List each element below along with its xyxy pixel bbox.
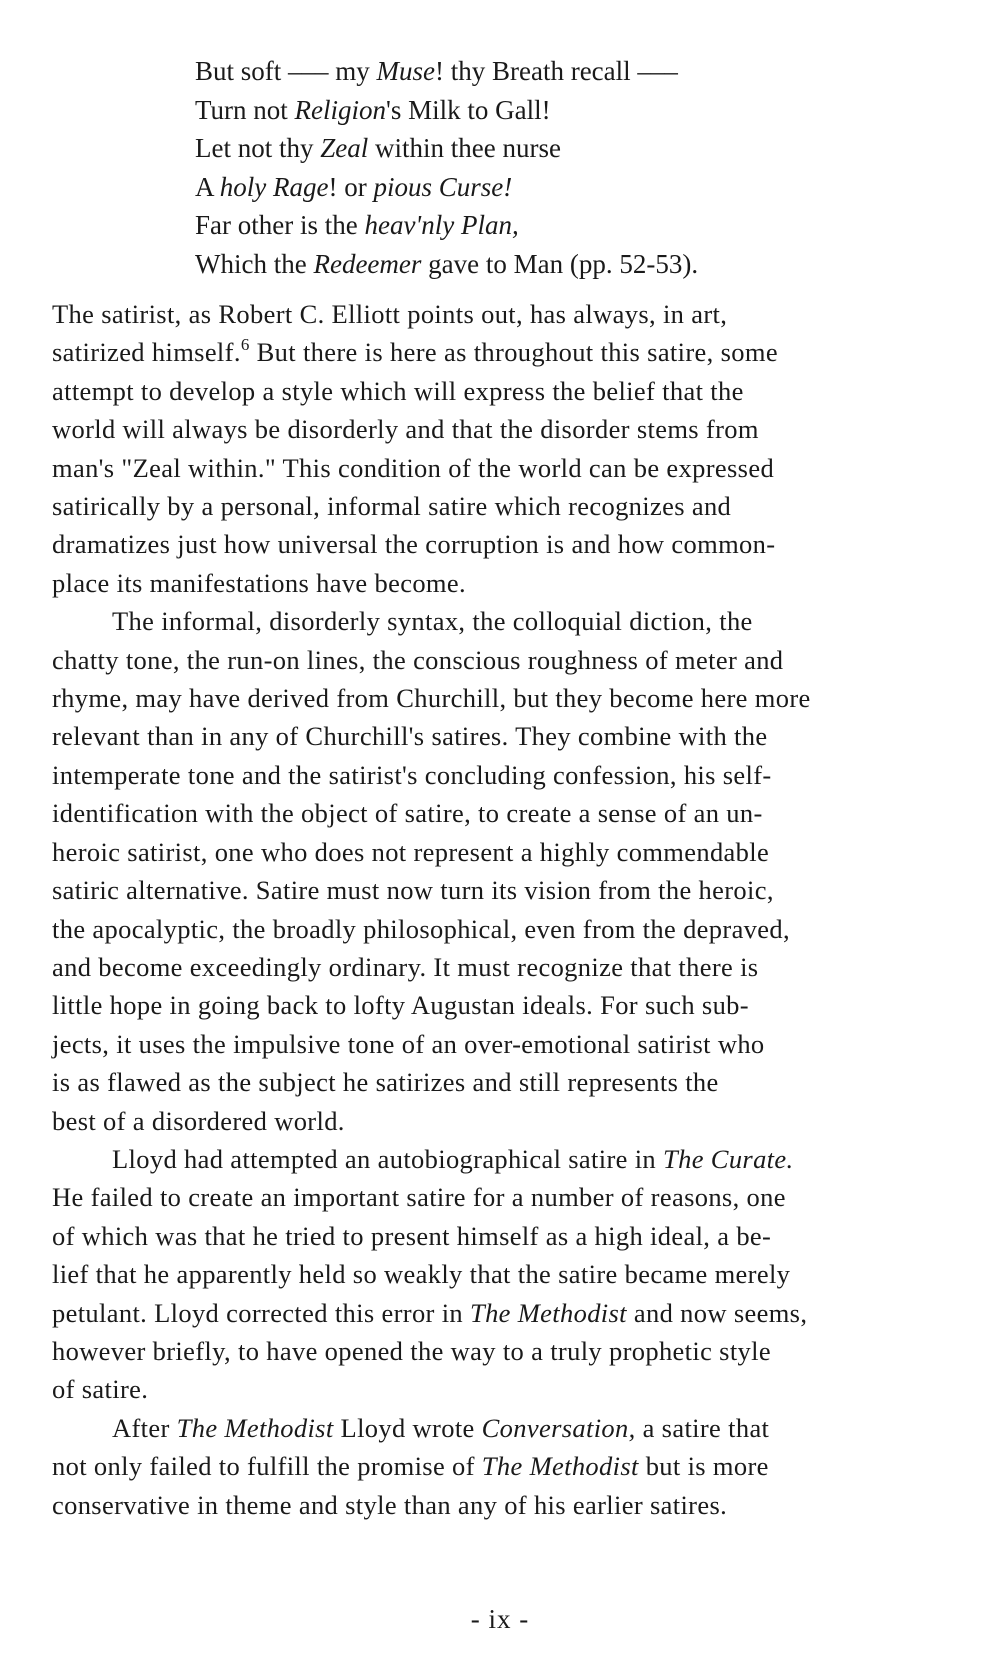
text-line — [52, 986, 987, 1024]
text-run: Far other is the — [195, 210, 365, 240]
footnote-reference: 6 — [240, 335, 250, 355]
text-line — [52, 641, 987, 679]
text-run: and now seems, — [626, 1297, 808, 1328]
text-run: world will always be disorderly and that the disorder stems from — [52, 414, 759, 445]
text-run: dramatizes just how universal the corruption is and how common- — [52, 529, 776, 560]
text-line — [52, 1102, 987, 1140]
verse-line — [195, 168, 698, 207]
text-run: best of a disordered world. — [52, 1105, 345, 1136]
text-line — [52, 525, 987, 563]
text-run: relevant than in any of Churchill's satires. They combine with the — [52, 721, 768, 752]
text-line — [52, 1217, 987, 1255]
text-run: of satire. — [52, 1374, 149, 1405]
paragraph — [52, 602, 987, 1140]
italic-text: Zeal — [320, 133, 369, 163]
italic-text: holy Rage — [219, 171, 329, 202]
text-line — [52, 717, 987, 755]
text-line — [52, 1025, 987, 1063]
text-line — [52, 948, 987, 986]
text-run: rhyme, may have derived from Churchill, but they become here more — [52, 683, 811, 714]
text-line — [52, 410, 987, 448]
italic-text: Redeemer — [313, 248, 422, 279]
text-run: The informal, disorderly syntax, the colloquial diction, the — [112, 606, 753, 637]
verse-line — [195, 206, 698, 245]
text-line — [52, 1255, 987, 1293]
text-run: not only failed to fulfill the promise of — [52, 1451, 482, 1482]
text-line — [52, 679, 987, 717]
text-run: conservative in theme and style than any of his earlier satires. — [52, 1489, 728, 1520]
italic-text: pious Curse! — [373, 171, 513, 202]
text-run: the apocalyptic, the broadly philosophical, even from the depraved, — [52, 913, 790, 944]
text-run: He failed to create an important satire for a number of reasons, one — [52, 1182, 786, 1213]
text-run: petulant. Lloyd corrected this error in — [52, 1297, 470, 1328]
text-line — [52, 910, 987, 948]
text-line — [52, 487, 987, 525]
text-run: but is more — [638, 1451, 769, 1482]
italic-text: The Curate. — [663, 1143, 794, 1174]
text-run: ! thy Breath recall ––– — [435, 56, 678, 86]
text-run: Lloyd had attempted an autobiographical satire in — [112, 1143, 664, 1174]
text-line — [52, 1486, 987, 1524]
text-run: attempt to develop a style which will express the belief that the — [52, 375, 744, 406]
text-line — [52, 564, 987, 602]
text-run: 's Milk to Gall! — [386, 94, 551, 125]
verse-line — [195, 52, 698, 91]
text-line — [52, 1409, 987, 1447]
text-run: But soft ––– my — [195, 56, 377, 86]
text-line — [52, 1063, 987, 1101]
text-line — [52, 1178, 987, 1216]
verse-line — [195, 91, 698, 130]
text-run: satiric alternative. Satire must now turn its vision from the heroic, — [52, 875, 774, 906]
text-line — [52, 756, 987, 794]
text-run: little hope in going back to lofty Augustan ideals. For such sub- — [52, 990, 749, 1021]
italic-text: heav'nly Plan, — [364, 210, 519, 240]
text-run: of which was that he tried to present himself as a high ideal, a be- — [52, 1220, 772, 1251]
page-number: - ix - — [470, 1604, 530, 1634]
paragraph — [52, 1140, 987, 1409]
text-run: gave to Man (pp. 52-53). — [421, 248, 699, 279]
text-line — [52, 1447, 987, 1485]
text-run: satirically by a personal, informal satire which recognizes and — [52, 491, 732, 522]
body-text — [52, 295, 987, 1524]
text-run: man's "Zeal within." This condition of the world can be expressed — [52, 452, 775, 483]
text-run: heroic satirist, one who does not represent a highly commendable — [52, 836, 770, 867]
verse-line — [195, 245, 698, 284]
verse-line — [195, 129, 698, 168]
text-run: A — [195, 171, 220, 202]
text-run: identification with the object of satire, to create a sense of an un- — [52, 798, 763, 829]
italic-text: The Methodist — [176, 1412, 334, 1443]
text-run: Let not thy — [195, 133, 321, 163]
text-line — [52, 449, 987, 487]
italic-text: Conversation, — [481, 1412, 636, 1443]
text-run: Which the — [195, 248, 314, 279]
text-run: place its manifestations have become. — [52, 567, 466, 598]
text-line — [52, 794, 987, 832]
text-line — [52, 333, 987, 371]
text-run: Turn not — [195, 94, 295, 125]
text-line — [52, 372, 987, 410]
paragraph — [52, 295, 987, 602]
text-run: a satire that — [635, 1412, 770, 1443]
text-run: lief that he apparently held so weakly that the satire became merely — [52, 1259, 791, 1290]
italic-text: Muse — [376, 56, 435, 86]
paragraph — [52, 1409, 987, 1524]
italic-text: The Methodist — [481, 1451, 639, 1482]
text-run: Lloyd wrote — [333, 1412, 482, 1443]
text-run: ! or — [328, 171, 374, 202]
italic-text: The Methodist — [469, 1297, 627, 1328]
text-run: After — [112, 1412, 177, 1443]
text-line — [52, 1332, 987, 1370]
text-line — [52, 295, 987, 333]
verse-quotation — [195, 52, 698, 283]
text-line — [52, 602, 987, 640]
text-line — [52, 833, 987, 871]
text-line — [52, 1294, 987, 1332]
text-line — [52, 1370, 987, 1408]
text-run: The satirist, as Robert C. Elliott points out, has always, in art, — [52, 299, 728, 329]
text-run: But there is here as throughout this satire, some — [249, 337, 778, 368]
italic-text: Religion — [294, 94, 387, 125]
text-run: however briefly, to have opened the way to a truly prophetic style — [52, 1335, 771, 1366]
text-run: intemperate tone and the satirist's concluding confession, his self- — [52, 759, 772, 790]
text-run: is as flawed as the subject he satirizes and still represents the — [52, 1067, 719, 1098]
text-run: chatty tone, the run-on lines, the conscious roughness of meter and — [52, 644, 784, 675]
text-run: satirized himself. — [52, 337, 241, 368]
text-line — [52, 1140, 987, 1178]
text-line — [52, 871, 987, 909]
text-run: jects, it uses the impulsive tone of an over-emotional satirist who — [52, 1028, 765, 1059]
text-run: within thee nurse — [368, 133, 561, 163]
text-run: and become exceedingly ordinary. It must recognize that there is — [52, 951, 759, 982]
